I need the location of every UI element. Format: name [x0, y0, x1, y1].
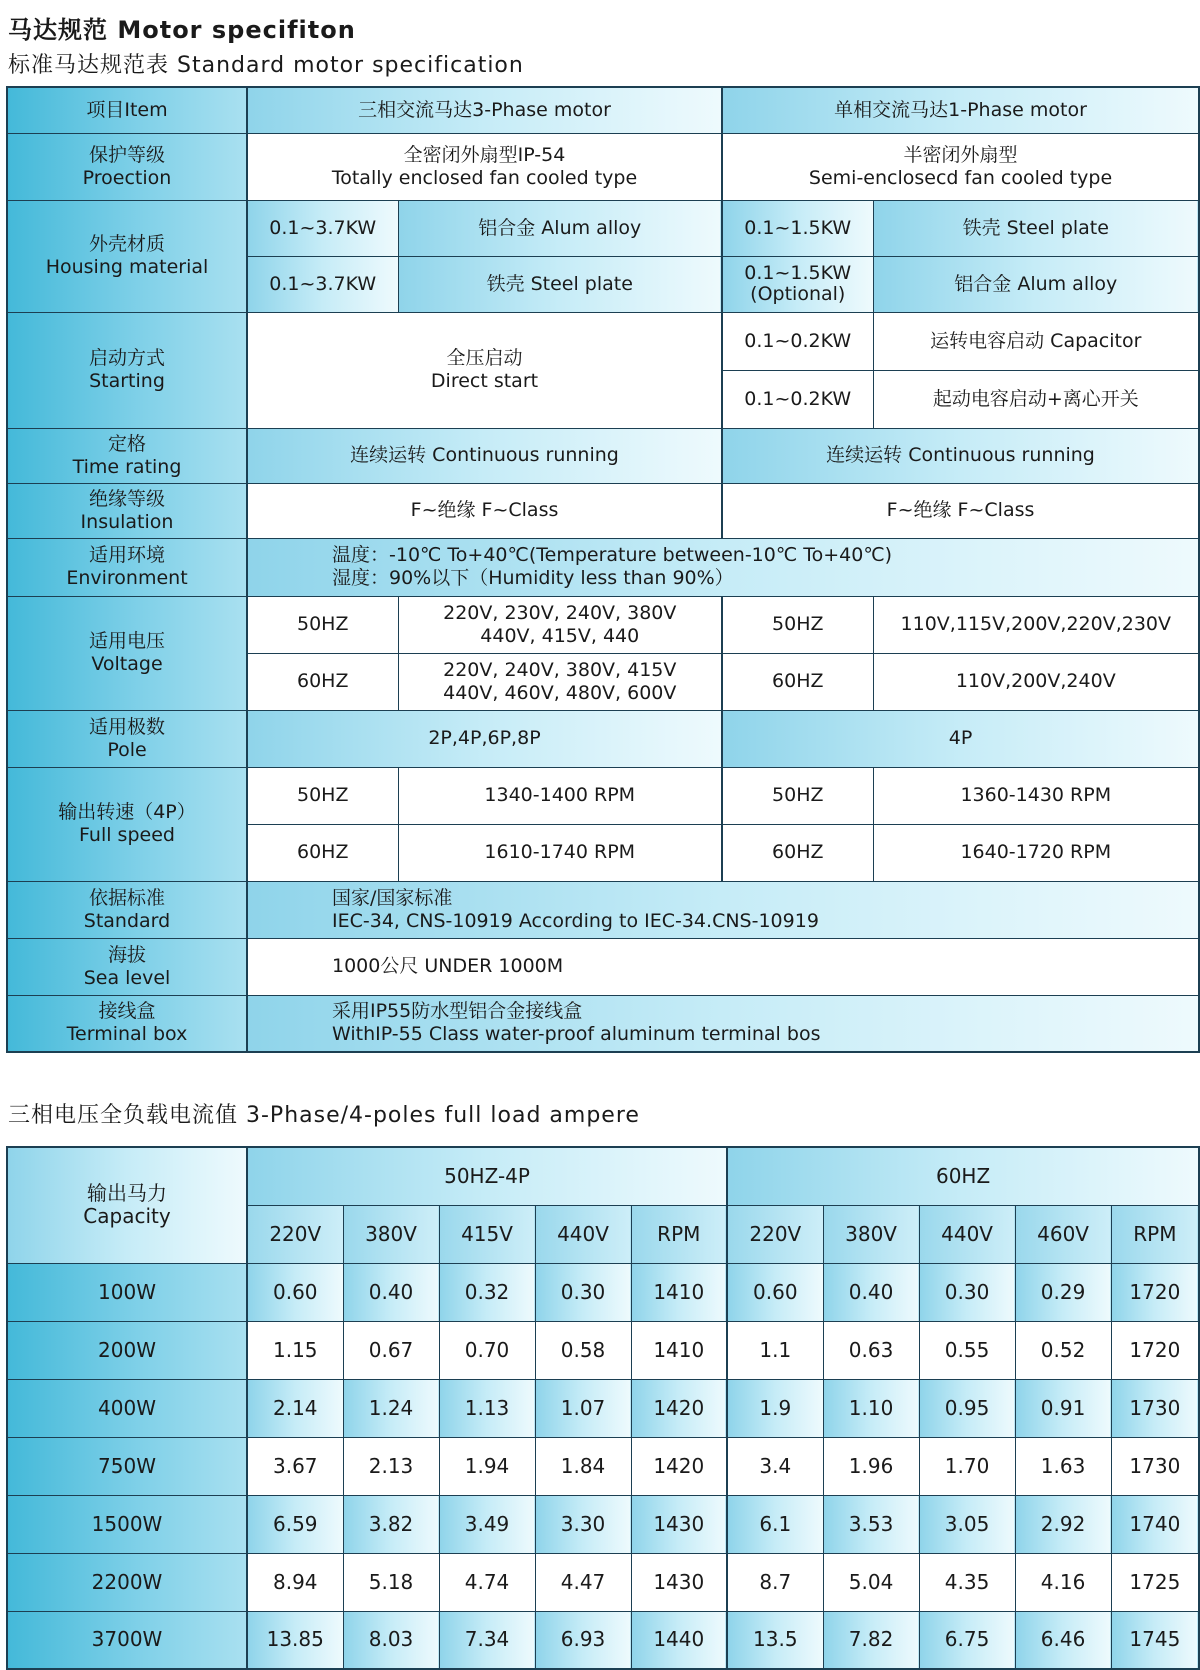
value-50hz-cell: 4.47	[535, 1553, 631, 1611]
value-60hz-cell: 0.91	[1015, 1379, 1111, 1437]
standard-label-en: Standard	[83, 909, 171, 932]
value-50hz-cell: 0.67	[343, 1321, 439, 1379]
starting-three-cn: 全压启动	[446, 347, 523, 369]
value-60hz-cell: 6.1	[727, 1495, 823, 1553]
capacity-cell: 400W	[7, 1379, 247, 1437]
value-60hz-cell: 3.05	[919, 1495, 1015, 1553]
capacity-cell: 750W	[7, 1437, 247, 1495]
voltage-three-line2: 440V, 415V, 440	[480, 624, 640, 647]
value-60hz-cell: 0.29	[1015, 1263, 1111, 1321]
value-50hz-cell: 1.15	[247, 1321, 343, 1379]
starting-single-method: 起动电容启动+离心开关	[873, 370, 1199, 428]
capacity-cell: 200W	[7, 1321, 247, 1379]
value-50hz-cell: 1.13	[439, 1379, 535, 1437]
speed-three-hz: 50HZ	[247, 767, 398, 824]
voltage-single-values: 110V,115V,200V,220V,230V	[873, 596, 1199, 653]
capacity-cell: 3700W	[7, 1611, 247, 1669]
value-50hz-cell: 1.07	[535, 1379, 631, 1437]
value-50hz-cell: 0.58	[535, 1321, 631, 1379]
environment-humidity: 湿度：90%以下（Humidity less than 90%）	[332, 567, 734, 589]
table-row	[7, 1437, 1199, 1495]
protection-label-cn: 保护等级	[88, 143, 165, 166]
sea-level-label-cn: 海拔	[107, 943, 146, 966]
voltage-single-hz: 50HZ	[722, 596, 873, 653]
starting-single-method: 运转电容启动 Capacitor	[873, 312, 1199, 370]
header-item: 项目Item	[7, 87, 247, 133]
sea-level-label-en: Sea level	[83, 966, 171, 989]
voltage-three-line1: 220V, 240V, 380V, 415V	[443, 658, 677, 681]
environment-label-en: Environment	[66, 567, 188, 589]
housing-single-material: 铁壳 Steel plate	[873, 200, 1199, 256]
starting-label-en: Starting	[89, 370, 165, 392]
value-50hz-cell: 0.70	[439, 1321, 535, 1379]
housing-row-1	[7, 200, 1199, 256]
speed-single-rpm: 1360-1430 RPM	[873, 767, 1199, 824]
protection-label	[7, 133, 247, 200]
voltage-single-values: 110V,200V,240V	[873, 653, 1199, 710]
housing-three-range: 0.1~3.7KW	[247, 200, 398, 256]
value-60hz-cell: 1.9	[727, 1379, 823, 1437]
standard-row	[7, 881, 1199, 938]
value-50hz-cell: 0.60	[247, 1263, 343, 1321]
value-60hz-cell: 0.52	[1015, 1321, 1111, 1379]
value-50hz-cell: 0.32	[439, 1263, 535, 1321]
voltage-three-values	[398, 596, 722, 653]
insulation-row	[7, 483, 1199, 538]
capacity-header-en: Capacity	[83, 1204, 171, 1229]
value-50hz-cell: 1.24	[343, 1379, 439, 1437]
value-50hz-cell: 1430	[631, 1495, 727, 1553]
value-50hz-cell: 1430	[631, 1553, 727, 1611]
voltage-label-cn: 适用电压	[88, 630, 165, 652]
speed-three-rpm: 1610-1740 RPM	[398, 824, 722, 881]
speed-three-rpm: 1340-1400 RPM	[398, 767, 722, 824]
pole-single: 4P	[722, 710, 1199, 767]
value-60hz-cell: 3.4	[727, 1437, 823, 1495]
speed-label-cn: 输出转速（4P）	[58, 801, 196, 823]
value-50hz-cell: 0.40	[343, 1263, 439, 1321]
time-rating-row	[7, 428, 1199, 483]
group-60hz-header: 60HZ	[727, 1147, 1199, 1205]
group-50hz-header: 50HZ-4P	[247, 1147, 727, 1205]
voltage-three-line2: 440V, 460V, 480V, 600V	[443, 681, 677, 704]
col60-header: 220V	[727, 1205, 823, 1263]
housing-label	[7, 200, 247, 312]
voltage-row-1	[7, 596, 1199, 653]
col60-header: RPM	[1111, 1205, 1199, 1263]
header-three-phase: 三相交流马达3-Phase motor	[247, 87, 722, 133]
housing-single-range-value: 0.1~1.5KW	[744, 262, 852, 284]
value-60hz-cell: 5.04	[823, 1553, 919, 1611]
value-60hz-cell: 7.82	[823, 1611, 919, 1669]
terminal-box-label-cn: 接线盒	[98, 1000, 156, 1023]
value-50hz-cell: 5.18	[343, 1553, 439, 1611]
value-60hz-cell: 1720	[1111, 1321, 1199, 1379]
full-load-ampere-table	[6, 1146, 1200, 1670]
environment-temperature: 温度：-10℃ To+40℃(Temperature between-10℃ To+40℃)	[332, 544, 893, 566]
environment-label	[7, 538, 247, 596]
capacity-header-cn: 输出马力	[87, 1181, 167, 1206]
value-60hz-cell: 4.35	[919, 1553, 1015, 1611]
table-row	[7, 1495, 1199, 1553]
speed-label-en: Full speed	[79, 824, 175, 846]
value-50hz-cell: 2.14	[247, 1379, 343, 1437]
ampere-table-title: 三相电压全负载电流值 3-Phase/4-poles full load ampere	[8, 1103, 640, 1128]
value-60hz-cell: 8.7	[727, 1553, 823, 1611]
speed-single-rpm: 1640-1720 RPM	[873, 824, 1199, 881]
protection-single-cn: 半密闭外扇型	[903, 143, 1018, 166]
housing-three-material: 铝合金 Alum alloy	[398, 200, 722, 256]
pole-row	[7, 710, 1199, 767]
voltage-label-en: Voltage	[91, 653, 163, 675]
value-50hz-cell: 13.85	[247, 1611, 343, 1669]
value-50hz-cell: 2.13	[343, 1437, 439, 1495]
value-50hz-cell: 8.03	[343, 1611, 439, 1669]
housing-single-material: 铝合金 Alum alloy	[873, 256, 1199, 312]
terminal-box-line2: WithIP-55 Class water-proof aluminum terminal bos	[332, 1023, 821, 1046]
housing-three-material: 铁壳 Steel plate	[398, 256, 722, 312]
value-50hz-cell: 1.84	[535, 1437, 631, 1495]
standard-label	[7, 881, 247, 938]
voltage-three-line1: 220V, 230V, 240V, 380V	[443, 601, 677, 624]
pole-label-en: Pole	[107, 738, 147, 761]
voltage-three-hz: 50HZ	[247, 596, 398, 653]
speed-label	[7, 767, 247, 881]
value-50hz-cell: 1420	[631, 1379, 727, 1437]
housing-single-range	[722, 256, 873, 312]
time-rating-label-cn: 定格	[107, 432, 146, 455]
value-50hz-cell: 8.94	[247, 1553, 343, 1611]
value-60hz-cell: 1.1	[727, 1321, 823, 1379]
value-60hz-cell: 0.55	[919, 1321, 1015, 1379]
time-rating-label	[7, 428, 247, 483]
value-60hz-cell: 4.16	[1015, 1553, 1111, 1611]
value-60hz-cell: 1.10	[823, 1379, 919, 1437]
value-50hz-cell: 4.74	[439, 1553, 535, 1611]
starting-single-range: 0.1~0.2KW	[722, 370, 873, 428]
voltage-label	[7, 596, 247, 710]
value-50hz-cell: 6.93	[535, 1611, 631, 1669]
value-50hz-cell: 7.34	[439, 1611, 535, 1669]
insulation-three: F~绝缘 F~Class	[247, 483, 722, 538]
protection-three-cn: 全密闭外扇型IP-54	[403, 143, 566, 166]
col50-header: 440V	[535, 1205, 631, 1263]
table-row	[7, 1553, 1199, 1611]
value-50hz-cell: 1410	[631, 1263, 727, 1321]
pole-three: 2P,4P,6P,8P	[247, 710, 722, 767]
spec-header-row	[7, 87, 1199, 133]
col50-header: RPM	[631, 1205, 727, 1263]
value-60hz-cell: 3.53	[823, 1495, 919, 1553]
pole-label-cn: 适用极数	[88, 715, 165, 738]
value-60hz-cell: 1725	[1111, 1553, 1199, 1611]
value-50hz-cell: 1440	[631, 1611, 727, 1669]
speed-single-hz: 50HZ	[722, 767, 873, 824]
insulation-label-en: Insulation	[80, 510, 174, 533]
value-60hz-cell: 0.63	[823, 1321, 919, 1379]
starting-row-1	[7, 312, 1199, 370]
standard-line1: 国家/国家标准	[332, 886, 453, 909]
value-50hz-cell: 1410	[631, 1321, 727, 1379]
speed-single-hz: 60HZ	[722, 824, 873, 881]
col50-header: 415V	[439, 1205, 535, 1263]
voltage-single-hz: 60HZ	[722, 653, 873, 710]
col60-header: 380V	[823, 1205, 919, 1263]
terminal-box-value	[247, 995, 1199, 1052]
value-50hz-cell: 0.30	[535, 1263, 631, 1321]
value-50hz-cell: 6.59	[247, 1495, 343, 1553]
value-60hz-cell: 6.75	[919, 1611, 1015, 1669]
col50-header: 380V	[343, 1205, 439, 1263]
value-60hz-cell: 1.70	[919, 1437, 1015, 1495]
value-50hz-cell: 3.82	[343, 1495, 439, 1553]
environment-value	[247, 538, 1199, 596]
page-title: 马达规范 Motor specifiton	[8, 16, 356, 44]
housing-three-range: 0.1~3.7KW	[247, 256, 398, 312]
starting-single-range: 0.1~0.2KW	[722, 312, 873, 370]
value-60hz-cell: 1740	[1111, 1495, 1199, 1553]
table-row	[7, 1263, 1199, 1321]
protection-three-en: Totally enclosed fan cooled type	[331, 166, 638, 189]
capacity-cell: 2200W	[7, 1553, 247, 1611]
value-50hz-cell: 3.30	[535, 1495, 631, 1553]
ampere-group-header	[7, 1147, 1199, 1205]
value-50hz-cell: 3.67	[247, 1437, 343, 1495]
sea-level-label	[7, 938, 247, 995]
standard-line2: IEC-34, CNS-10919 According to IEC-34.CNS-10919	[332, 909, 819, 932]
terminal-box-label-en: Terminal box	[66, 1023, 188, 1046]
value-60hz-cell: 1.96	[823, 1437, 919, 1495]
protection-three	[247, 133, 722, 200]
starting-three-en: Direct start	[430, 370, 539, 392]
starting-three	[247, 312, 722, 428]
protection-row	[7, 133, 1199, 200]
standard-label-cn: 依据标准	[88, 886, 165, 909]
environment-label-cn: 适用环境	[88, 544, 165, 566]
housing-label-en: Housing material	[45, 256, 209, 278]
value-60hz-cell: 0.60	[727, 1263, 823, 1321]
col60-header: 460V	[1015, 1205, 1111, 1263]
capacity-cell: 100W	[7, 1263, 247, 1321]
time-rating-single: 连续运转 Continuous running	[722, 428, 1199, 483]
value-60hz-cell: 1.63	[1015, 1437, 1111, 1495]
terminal-box-label	[7, 995, 247, 1052]
protection-single	[722, 133, 1199, 200]
housing-single-range-note: (Optional)	[750, 283, 846, 305]
value-60hz-cell: 0.40	[823, 1263, 919, 1321]
voltage-three-values	[398, 653, 722, 710]
environment-row	[7, 538, 1199, 596]
header-single-phase: 单相交流马达1-Phase motor	[722, 87, 1199, 133]
value-50hz-cell: 1.94	[439, 1437, 535, 1495]
insulation-label	[7, 483, 247, 538]
value-60hz-cell: 2.92	[1015, 1495, 1111, 1553]
starting-label	[7, 312, 247, 428]
housing-single-range: 0.1~1.5KW	[722, 200, 873, 256]
table-row	[7, 1379, 1199, 1437]
value-50hz-cell: 1420	[631, 1437, 727, 1495]
sea-level-row	[7, 938, 1199, 995]
time-rating-label-en: Time rating	[72, 455, 182, 478]
sea-level-value: 1000公尺 UNDER 1000M	[247, 938, 1199, 995]
value-60hz-cell: 0.95	[919, 1379, 1015, 1437]
motor-spec-table	[6, 86, 1200, 1053]
capacity-cell: 1500W	[7, 1495, 247, 1553]
col50-header: 220V	[247, 1205, 343, 1263]
standard-value	[247, 881, 1199, 938]
value-60hz-cell: 1745	[1111, 1611, 1199, 1669]
table-row	[7, 1611, 1199, 1669]
value-60hz-cell: 6.46	[1015, 1611, 1111, 1669]
speed-three-hz: 60HZ	[247, 824, 398, 881]
protection-label-en: Proection	[82, 166, 172, 189]
col60-header: 440V	[919, 1205, 1015, 1263]
table-row	[7, 1321, 1199, 1379]
speed-row-1	[7, 767, 1199, 824]
time-rating-three: 连续运转 Continuous running	[247, 428, 722, 483]
starting-label-cn: 启动方式	[88, 347, 165, 369]
pole-label	[7, 710, 247, 767]
insulation-single: F~绝缘 F~Class	[722, 483, 1199, 538]
housing-label-cn: 外壳材质	[88, 233, 165, 255]
value-60hz-cell: 0.30	[919, 1263, 1015, 1321]
terminal-box-line1: 采用IP55防水型铝合金接线盒	[332, 1000, 583, 1023]
insulation-label-cn: 绝缘等级	[88, 487, 165, 510]
value-60hz-cell: 1730	[1111, 1379, 1199, 1437]
capacity-header	[7, 1147, 247, 1263]
value-50hz-cell: 3.49	[439, 1495, 535, 1553]
terminal-box-row	[7, 995, 1199, 1052]
voltage-three-hz: 60HZ	[247, 653, 398, 710]
value-60hz-cell: 13.5	[727, 1611, 823, 1669]
value-60hz-cell: 1720	[1111, 1263, 1199, 1321]
value-60hz-cell: 1730	[1111, 1437, 1199, 1495]
spec-table-title: 标准马达规范表 Standard motor specification	[8, 53, 524, 78]
protection-single-en: Semi-enclosecd fan cooled type	[808, 166, 1113, 189]
